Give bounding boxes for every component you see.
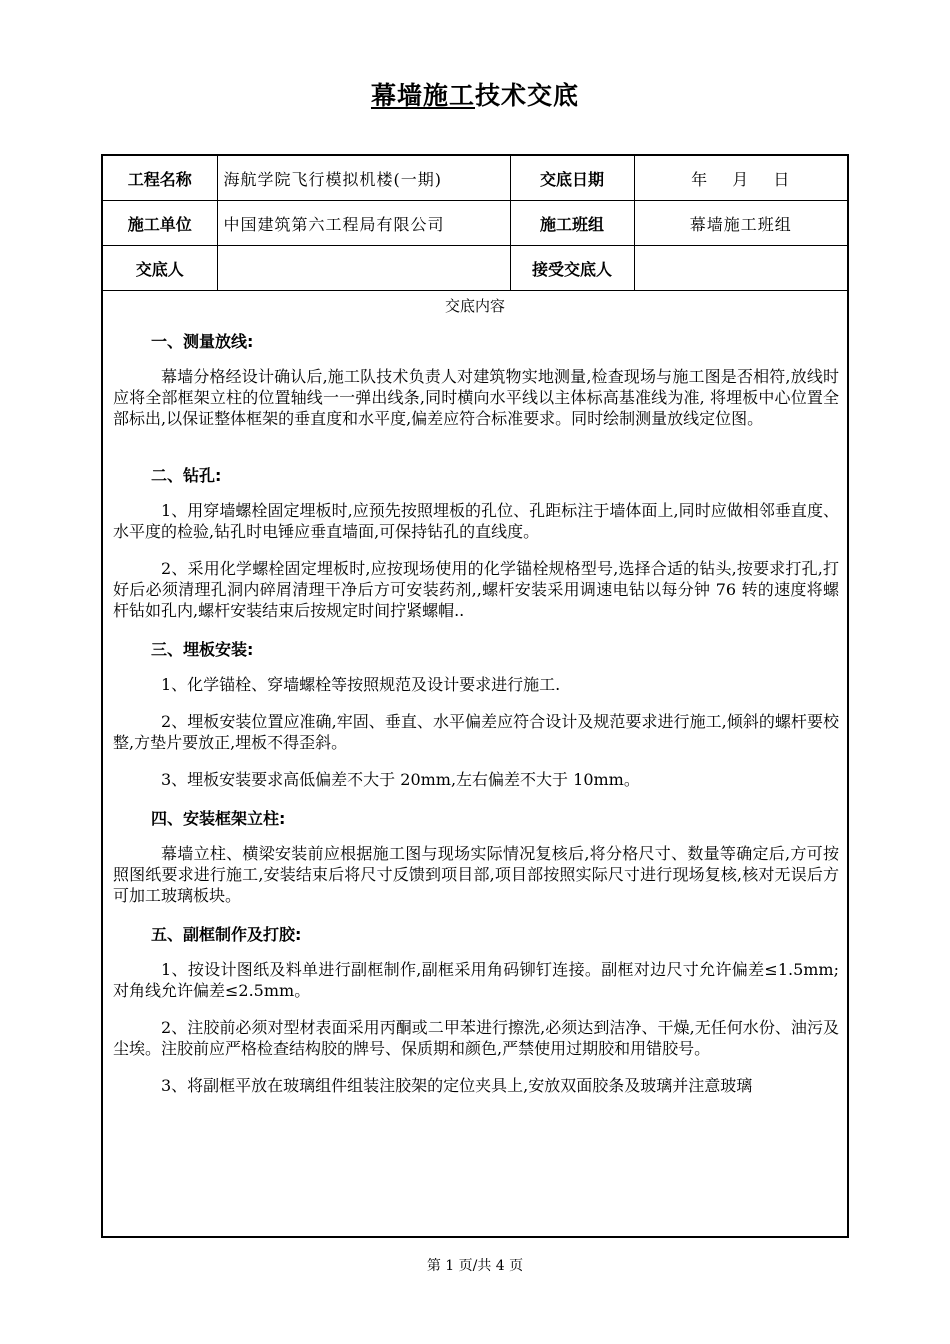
section-title: 三、埋板安装:	[151, 640, 254, 659]
receiver-label: 接受交底人	[510, 246, 634, 291]
disclosure-sheet	[101, 154, 849, 1238]
paragraph: 1、化学锚栓、穿墙螺栓等按照规范及设计要求进行施工.	[161, 675, 561, 694]
construction-team-label: 施工班组	[510, 201, 634, 246]
document-title	[0, 76, 950, 116]
discloser-value	[217, 246, 510, 291]
project-name-value: 海航学院飞行模拟机楼(一期)	[217, 156, 510, 201]
paragraph: 3、埋板安装要求高低偏差不大于 20mm,左右偏差不大于 10mm。	[161, 770, 640, 789]
disclosure-date-label: 交底日期	[510, 156, 634, 201]
info-table	[103, 156, 847, 291]
paragraph: 1、用穿墙螺栓固定埋板时,应预先按照埋板的孔位、孔距标注于墙体面上,同时应做相邻垂直度、水平度的检验,钻孔时电锤应垂直墙面,可保持钻孔的直线度。	[113, 501, 839, 541]
project-name-label: 工程名称	[103, 156, 217, 201]
content-body	[103, 331, 847, 1096]
paragraph: 2、采用化学螺栓固定埋板时,应按现场使用的化学锚栓规格型号,选择合适的钻头,按要求打孔,打好后必须清理孔洞内碎屑清理干净后方可安装药剂,,螺杆安装采用调速电钻以每分钟 76 转的速度将螺杆钻如孔内,螺杆安装结束后按规定时间拧紧螺帽..	[113, 559, 839, 620]
paragraph: 3、将副框平放在玻璃组件组装注胶架的定位夹具上,安放双面胶条及玻璃并注意玻璃	[161, 1076, 753, 1095]
disclosure-date-value: 年 月 日	[634, 156, 847, 201]
title-rest-part: 技术交底	[475, 81, 580, 110]
construction-unit-label: 施工单位	[103, 201, 217, 246]
info-row-unit	[103, 201, 847, 246]
construction-unit-value: 中国建筑第六工程局有限公司	[217, 201, 510, 246]
receiver-value	[634, 246, 847, 291]
page-footer: 第 1 页/共 4 页	[426, 1258, 524, 1274]
paragraph: 2、埋板安装位置应准确,牢固、垂直、水平偏差应符合设计及规范要求进行施工,倾斜的螺杆要校整,方垫片要放正,埋板不得歪斜。	[113, 712, 839, 752]
title-underlined-part: 幕墙施工	[370, 81, 475, 110]
construction-team-value: 幕墙施工班组	[634, 201, 847, 246]
section-title: 五、副框制作及打胶:	[151, 925, 302, 944]
info-row-project	[103, 156, 847, 201]
paragraph: 1、按设计图纸及料单进行副框制作,副框采用角码铆钉连接。副框对边尺寸允许偏差≤1.5mm;对角线允许偏差≤2.5mm。	[113, 960, 839, 1000]
paragraph: 幕墙立柱、横梁安装前应根据施工图与现场实际情况复核后,将分格尺寸、数量等确定后,方可按照图纸要求进行施工,安装结束后将尺寸反馈到项目部,项目部按照实际尺寸进行现场复核,核对无误后方可加工玻璃板块。	[113, 844, 839, 905]
paragraph: 幕墙分格经设计确认后,施工队技术负责人对建筑物实地测量,检查现场与施工图是否相符,放线时应将全部框架立柱的位置轴线一一弹出线条,同时横向水平线以主体标高基准线为准, 将埋板中心位置全部标出,以保证整体框架的垂直度和水平度,偏差应符合标准要求。同时绘制测量放线定位图。	[113, 367, 839, 428]
paragraph: 2、注胶前必须对型材表面采用丙酮或二甲苯进行擦洗,必须达到洁净、干燥,无任何水份、油污及尘埃。注胶前应严格检查结构胶的牌号、保质期和颜色,严禁使用过期胶和用错胶号。	[113, 1018, 839, 1058]
discloser-label: 交底人	[103, 246, 217, 291]
section-title: 一、测量放线:	[151, 332, 254, 351]
section-title: 四、安装框架立柱:	[151, 809, 286, 828]
content-heading: 交底内容	[444, 297, 505, 315]
section-title: 二、钻孔:	[151, 466, 222, 485]
info-row-persons	[103, 246, 847, 291]
